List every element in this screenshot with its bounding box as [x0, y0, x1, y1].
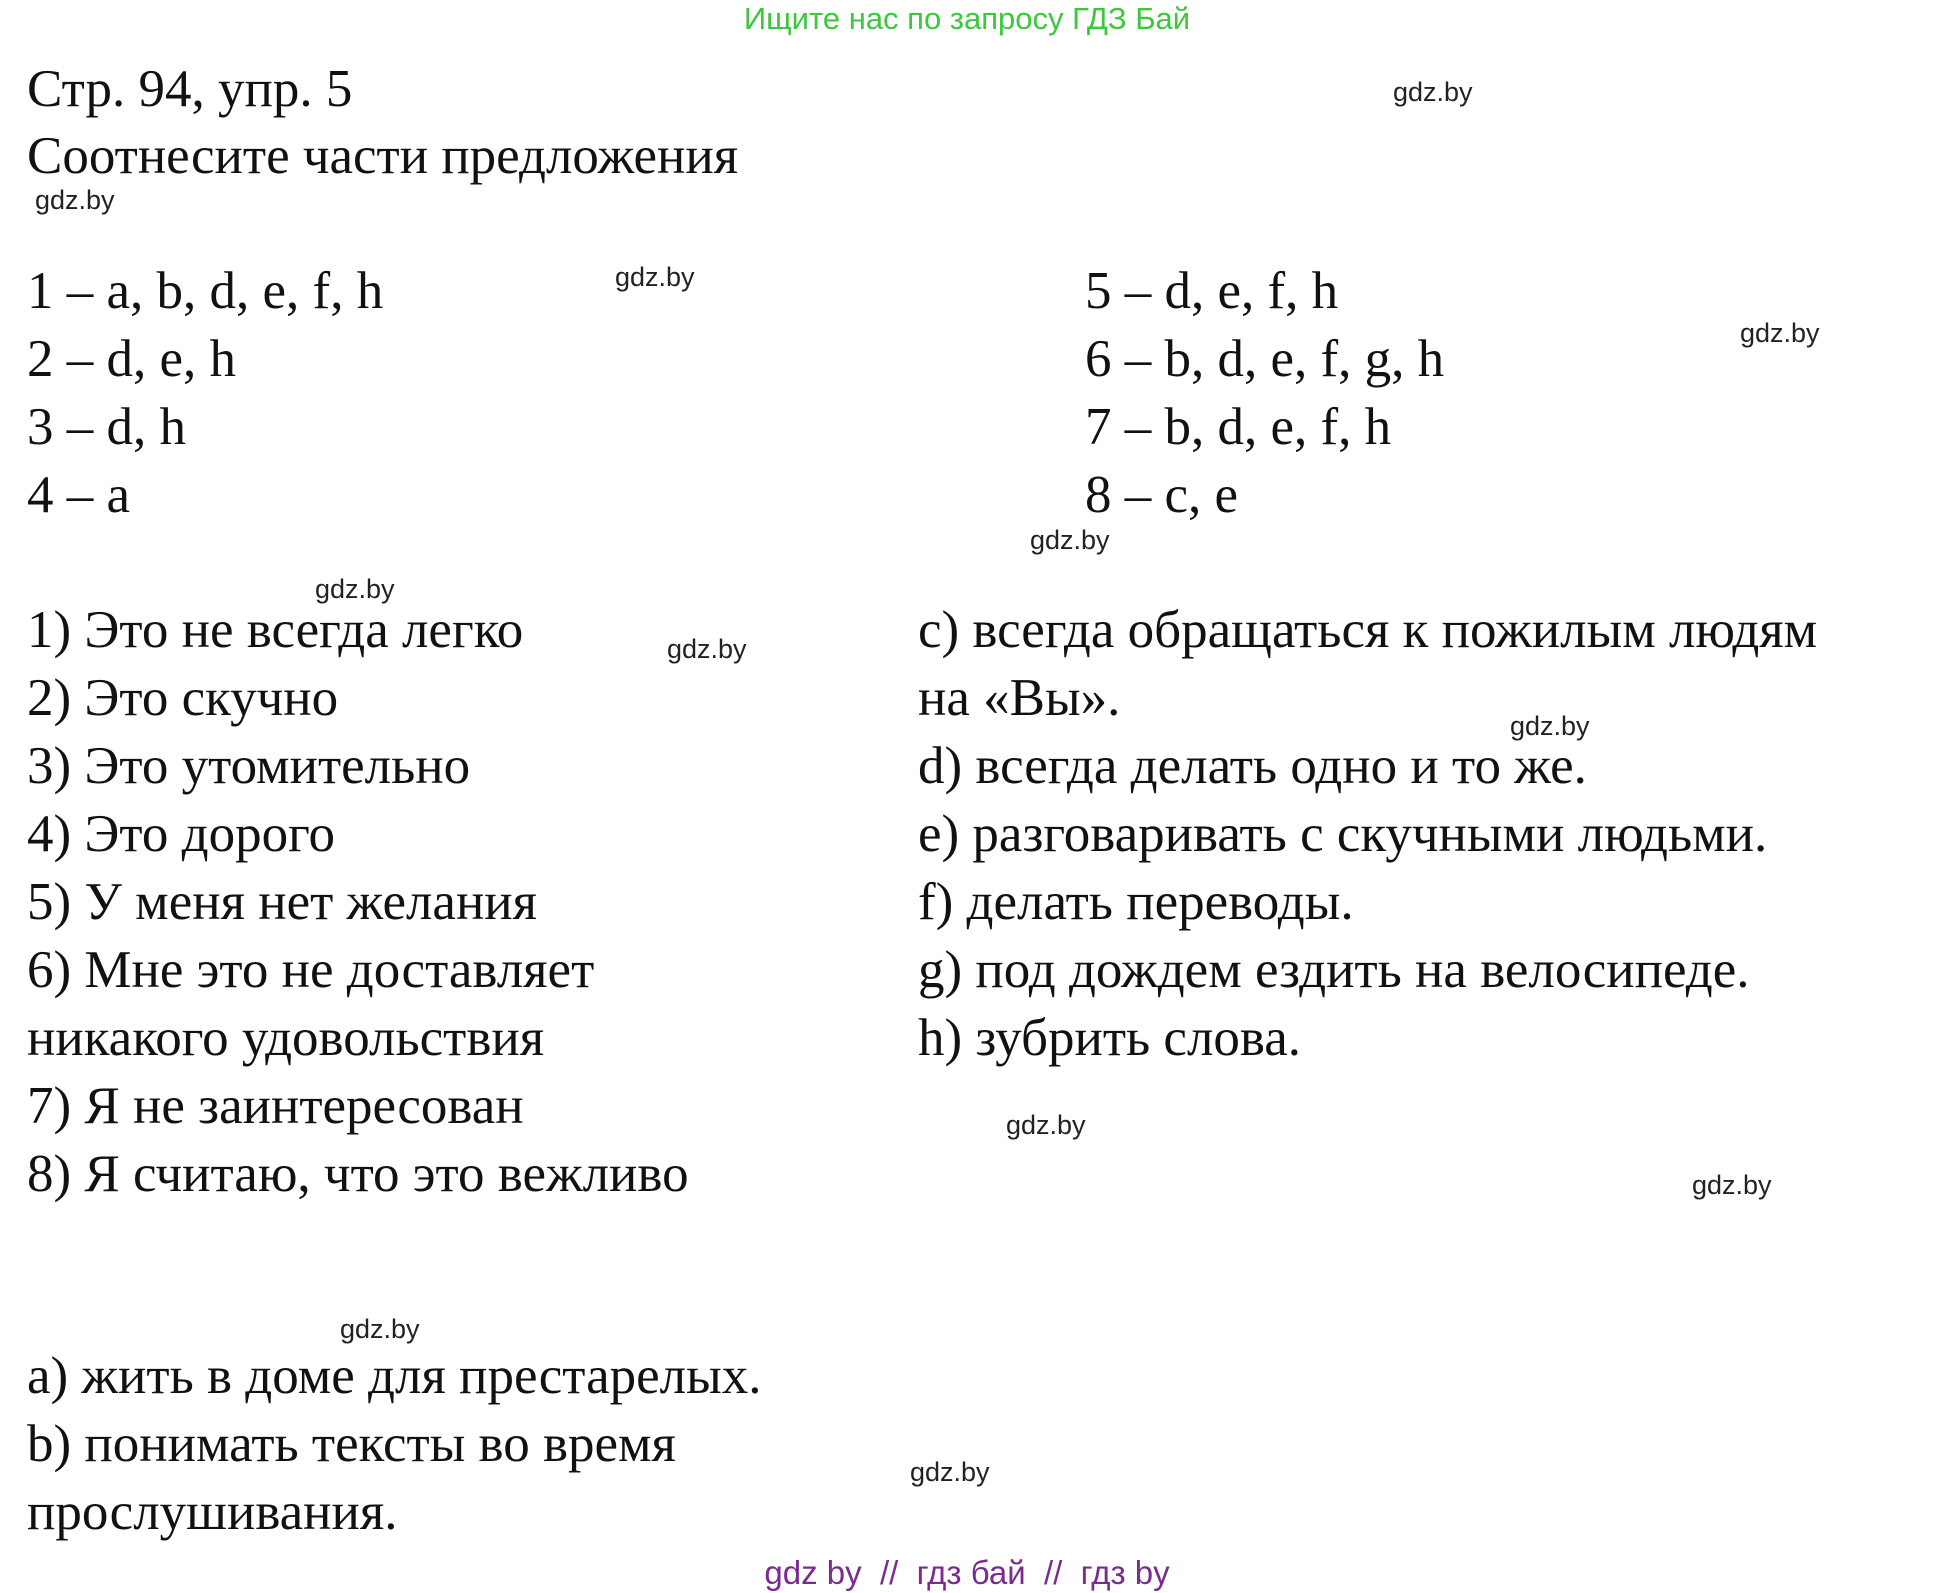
footer-watermark: gdz by // гдз бай // гдз by [764, 1554, 1170, 1591]
answers-right-column [1085, 257, 1444, 529]
task-title: Соотнесите части предложения [27, 127, 739, 185]
ending-line: прослушивания. [27, 1483, 398, 1541]
statement-line: 2) Это скучно [27, 669, 339, 727]
statement-line: 3) Это утомительно [27, 737, 471, 795]
watermark: gdz.by [1510, 711, 1590, 741]
ending-line: e) разговаривать с скучными людьми. [918, 805, 1768, 863]
watermark: gdz.by [35, 185, 115, 215]
statement-line: 1) Это не всегда легко [27, 601, 524, 659]
endings-right-column [918, 596, 1817, 1072]
answer-line: 2 – d, e, h [27, 330, 237, 388]
watermark: gdz.by [315, 574, 395, 604]
ending-line: a) жить в доме для престарелых. [27, 1347, 762, 1405]
watermark: gdz.by [667, 634, 747, 664]
statements-column [27, 596, 689, 1208]
ending-line: g) под дождем ездить на велосипеде. [918, 941, 1750, 999]
page-reference: Стр. 94, упр. 5 [27, 60, 353, 118]
watermark: gdz.by [1393, 77, 1473, 107]
statement-line: 8) Я считаю, что это вежливо [27, 1145, 689, 1203]
watermark: gdz.by [340, 1314, 420, 1344]
watermark: gdz.by [1030, 525, 1110, 555]
ending-line: b) понимать тексты во время [27, 1415, 676, 1473]
answer-line: 5 – d, e, f, h [1085, 262, 1339, 320]
answer-line: 8 – c, e [1085, 466, 1239, 524]
statement-line: 4) Это дорого [27, 805, 335, 863]
answer-line: 6 – b, d, e, f, g, h [1085, 330, 1445, 388]
watermark: gdz.by [910, 1457, 990, 1487]
statement-line: 6) Мне это не доставляет [27, 941, 595, 999]
answer-line: 3 – d, h [27, 398, 186, 456]
watermark: gdz.by [1692, 1170, 1772, 1200]
top-banner: Ищите нас по запросу ГДЗ Бай [743, 1, 1191, 36]
answer-line: 1 – a, b, d, e, f, h [27, 262, 384, 320]
ending-line: c) всегда обращаться к пожилым людям [918, 601, 1818, 659]
statement-line: 5) У меня нет желания [27, 873, 538, 931]
answer-line: 7 – b, d, e, f, h [1085, 398, 1392, 456]
statement-line: 7) Я не заинтересован [27, 1077, 524, 1135]
answers-left-column [27, 257, 383, 529]
statement-line: никакого удовольствия [27, 1009, 545, 1067]
answer-line: 4 – a [27, 466, 131, 524]
ending-line: h) зубрить слова. [918, 1009, 1302, 1067]
watermark: gdz.by [1006, 1110, 1086, 1140]
ending-line: на «Вы». [918, 669, 1121, 727]
watermark: gdz.by [1740, 318, 1820, 348]
ending-line: f) делать переводы. [918, 873, 1354, 931]
endings-bottom-column [27, 1342, 761, 1546]
watermark: gdz.by [615, 262, 695, 292]
ending-line: d) всегда делать одно и то же. [918, 737, 1587, 795]
